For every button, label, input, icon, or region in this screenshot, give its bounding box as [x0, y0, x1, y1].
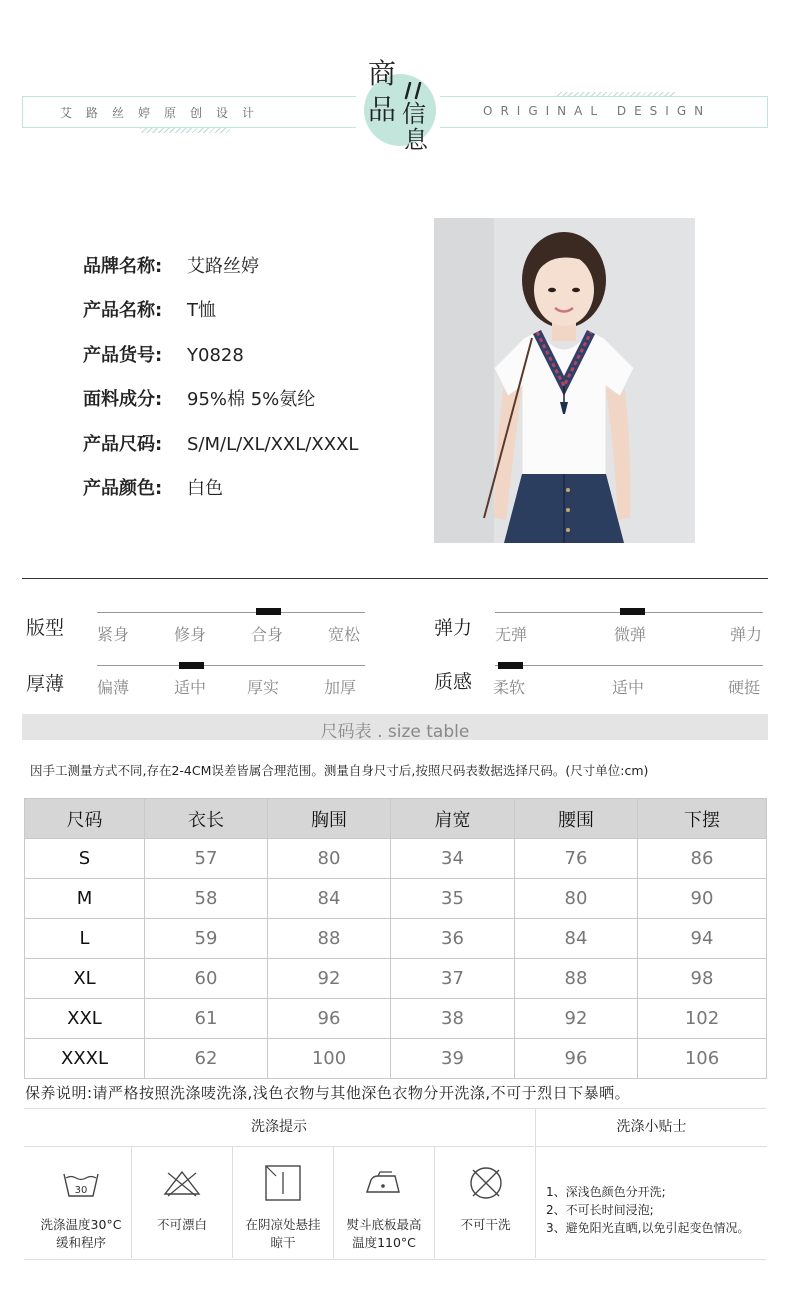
wash-tip: 1、深浅色颜色分开洗;	[546, 1185, 666, 1199]
table-row	[25, 839, 767, 879]
table-cell: 61	[145, 999, 268, 1039]
scale-option: 柔软	[493, 678, 526, 697]
info-row-fabric	[83, 385, 315, 411]
wash-label-line: 晾干	[270, 1235, 296, 1250]
table-cell: 80	[515, 879, 638, 919]
scale-option: 硬挺	[728, 678, 761, 697]
table-cell: 88	[515, 959, 638, 999]
table-cell: 35	[391, 879, 515, 919]
wash-icon-cell	[435, 1146, 536, 1258]
decorative-stripe	[555, 92, 675, 97]
table-cell: 106	[638, 1039, 767, 1079]
column-header: 肩宽	[391, 799, 515, 839]
info-value: T恤	[187, 300, 216, 321]
table-cell: 94	[638, 919, 767, 959]
table-row	[25, 919, 767, 959]
table-cell: L	[25, 919, 145, 959]
table-cell: 96	[268, 999, 391, 1039]
hang-dry-shade-icon	[264, 1164, 302, 1202]
table-cell: 60	[145, 959, 268, 999]
section-title-char: 品	[368, 93, 397, 126]
info-label: 品牌名称:	[83, 256, 163, 277]
wash-icon-cell	[233, 1146, 334, 1258]
section-title-char: 息	[404, 126, 428, 154]
scale-marker-elasticity	[620, 608, 645, 615]
banner-left-text: 艾路丝婷原创设计	[60, 106, 269, 120]
table-cell: 62	[145, 1039, 268, 1079]
column-header: 下摆	[638, 799, 767, 839]
table-cell: XXXL	[25, 1039, 145, 1079]
scale-marker-fit	[256, 608, 281, 615]
table-cell: 100	[268, 1039, 391, 1079]
table-header-row	[25, 799, 767, 839]
column-header: 胸围	[268, 799, 391, 839]
scale-option: 弹力	[730, 625, 763, 644]
table-cell: 59	[145, 919, 268, 959]
wash-icon-cell	[132, 1146, 233, 1258]
wash-label	[31, 1216, 131, 1252]
info-value: S/M/L/XL/XXL/XXXL	[187, 434, 359, 455]
info-value: 白色	[187, 478, 223, 499]
tips-header: 洗涤小贴士	[535, 1108, 767, 1147]
scale-marker-thickness	[179, 662, 204, 669]
column-header: 衣长	[145, 799, 268, 839]
size-table	[24, 798, 767, 1079]
wash-label-line: 温度110°C	[352, 1235, 416, 1250]
scale-option: 微弹	[614, 625, 647, 644]
table-row	[25, 879, 767, 919]
wash-header: 洗涤提示	[24, 1108, 534, 1147]
table-row	[25, 999, 767, 1039]
info-label: 面料成分:	[83, 389, 163, 410]
table-cell: M	[25, 879, 145, 919]
wash-tip: 3、避免阳光直晒,以免引起变色情况。	[546, 1221, 750, 1235]
wash-label	[334, 1216, 434, 1252]
section-title-char: 信	[402, 100, 426, 128]
info-label: 产品名称:	[83, 300, 163, 321]
scale-option: 修身	[174, 625, 207, 644]
model-illustration	[434, 218, 695, 543]
wash-label-line: 不可干洗	[460, 1217, 511, 1232]
scale-option: 偏薄	[97, 678, 130, 697]
wash-30-icon	[61, 1168, 101, 1200]
iron-110-icon	[364, 1168, 404, 1198]
wash-label	[435, 1216, 536, 1234]
wash-icon-cell	[334, 1146, 435, 1258]
scale-option: 适中	[174, 678, 207, 697]
table-cell: 38	[391, 999, 515, 1039]
info-row-color	[83, 474, 223, 500]
table-cell: 102	[638, 999, 767, 1039]
wash-icon-cell	[31, 1146, 132, 1258]
wash-label	[233, 1216, 333, 1252]
info-row-sizes	[83, 430, 358, 456]
info-label: 产品颜色:	[83, 478, 163, 499]
table-cell: S	[25, 839, 145, 879]
scale-option: 紧身	[97, 625, 130, 644]
table-cell: 36	[391, 919, 515, 959]
banner-right-text: ORIGINAL DESIGN	[483, 104, 712, 118]
scale-option: 宽松	[328, 625, 361, 644]
table-cell: 58	[145, 879, 268, 919]
wash-tip: 2、不可长时间浸泡;	[546, 1203, 654, 1217]
table-cell: 90	[638, 879, 767, 919]
no-bleach-icon	[162, 1168, 202, 1198]
table-row	[25, 959, 767, 999]
table-cell: 84	[268, 879, 391, 919]
scale-option: 无弹	[495, 625, 528, 644]
section-title-char: 商	[368, 57, 397, 90]
wash-label-line: 洗涤温度30°C	[40, 1217, 122, 1232]
info-row-product	[83, 296, 216, 322]
column-header: 尺码	[25, 799, 145, 839]
info-row-sku	[83, 341, 244, 367]
table-cell: 96	[515, 1039, 638, 1079]
info-value: Y0828	[187, 345, 244, 366]
scale-marker-texture	[498, 662, 523, 669]
scale-line-texture	[495, 665, 763, 666]
table-cell: 92	[515, 999, 638, 1039]
wash-temp-badge: 30	[74, 1185, 88, 1196]
table-cell: 76	[515, 839, 638, 879]
section-divider	[22, 578, 768, 579]
table-cell: 88	[268, 919, 391, 959]
table-cell: XL	[25, 959, 145, 999]
decorative-stripe	[140, 128, 230, 133]
info-row-brand	[83, 252, 259, 278]
scale-title-texture: 质感	[434, 671, 473, 693]
wash-label-line: 在阴凉处悬挂	[245, 1217, 321, 1232]
scale-line-thickness	[97, 665, 365, 666]
table-cell: 86	[638, 839, 767, 879]
scale-option: 合身	[251, 625, 284, 644]
care-instructions: 保养说明:请严格按照洗涤唛洗涤,浅色衣物与其他深色衣物分开洗涤,不可于烈日下暴晒。	[25, 1084, 631, 1102]
scale-title-thickness: 厚薄	[26, 673, 65, 695]
table-cell: 80	[268, 839, 391, 879]
scale-option: 加厚	[324, 678, 357, 697]
table-cell: XXL	[25, 999, 145, 1039]
quote-mark-icon	[404, 82, 426, 100]
table-cell: 57	[145, 839, 268, 879]
wash-label-line: 熨斗底板最高	[346, 1217, 422, 1232]
info-value: 95%棉 5%氨纶	[187, 389, 316, 410]
measurement-note: 因手工测量方式不同,存在2-4CM误差皆属合理范围。测量自身尺寸后,按照尺码表数据选择尺码。(尺寸单位:cm)	[30, 763, 649, 778]
table-cell: 92	[268, 959, 391, 999]
table-cell: 84	[515, 919, 638, 959]
wash-label-line: 缓和程序	[55, 1235, 106, 1250]
product-photo	[434, 218, 695, 543]
size-table-title: 尺码表 . size table	[320, 722, 470, 742]
column-header: 腰围	[515, 799, 638, 839]
no-dry-clean-icon	[467, 1164, 505, 1202]
wash-label-line: 不可漂白	[156, 1217, 207, 1232]
scale-title-elasticity: 弹力	[434, 617, 473, 639]
scale-option: 厚实	[247, 678, 280, 697]
table-row	[25, 1039, 767, 1079]
info-value: 艾路丝婷	[187, 256, 259, 277]
scale-line-fit	[97, 612, 365, 613]
table-cell: 39	[391, 1039, 515, 1079]
table-cell: 34	[391, 839, 515, 879]
info-label: 产品尺码:	[83, 434, 163, 455]
table-cell: 37	[391, 959, 515, 999]
scale-option: 适中	[612, 678, 645, 697]
scale-title-fit: 版型	[26, 617, 65, 639]
wash-label	[132, 1216, 232, 1234]
info-label: 产品货号:	[83, 345, 163, 366]
table-cell: 98	[638, 959, 767, 999]
